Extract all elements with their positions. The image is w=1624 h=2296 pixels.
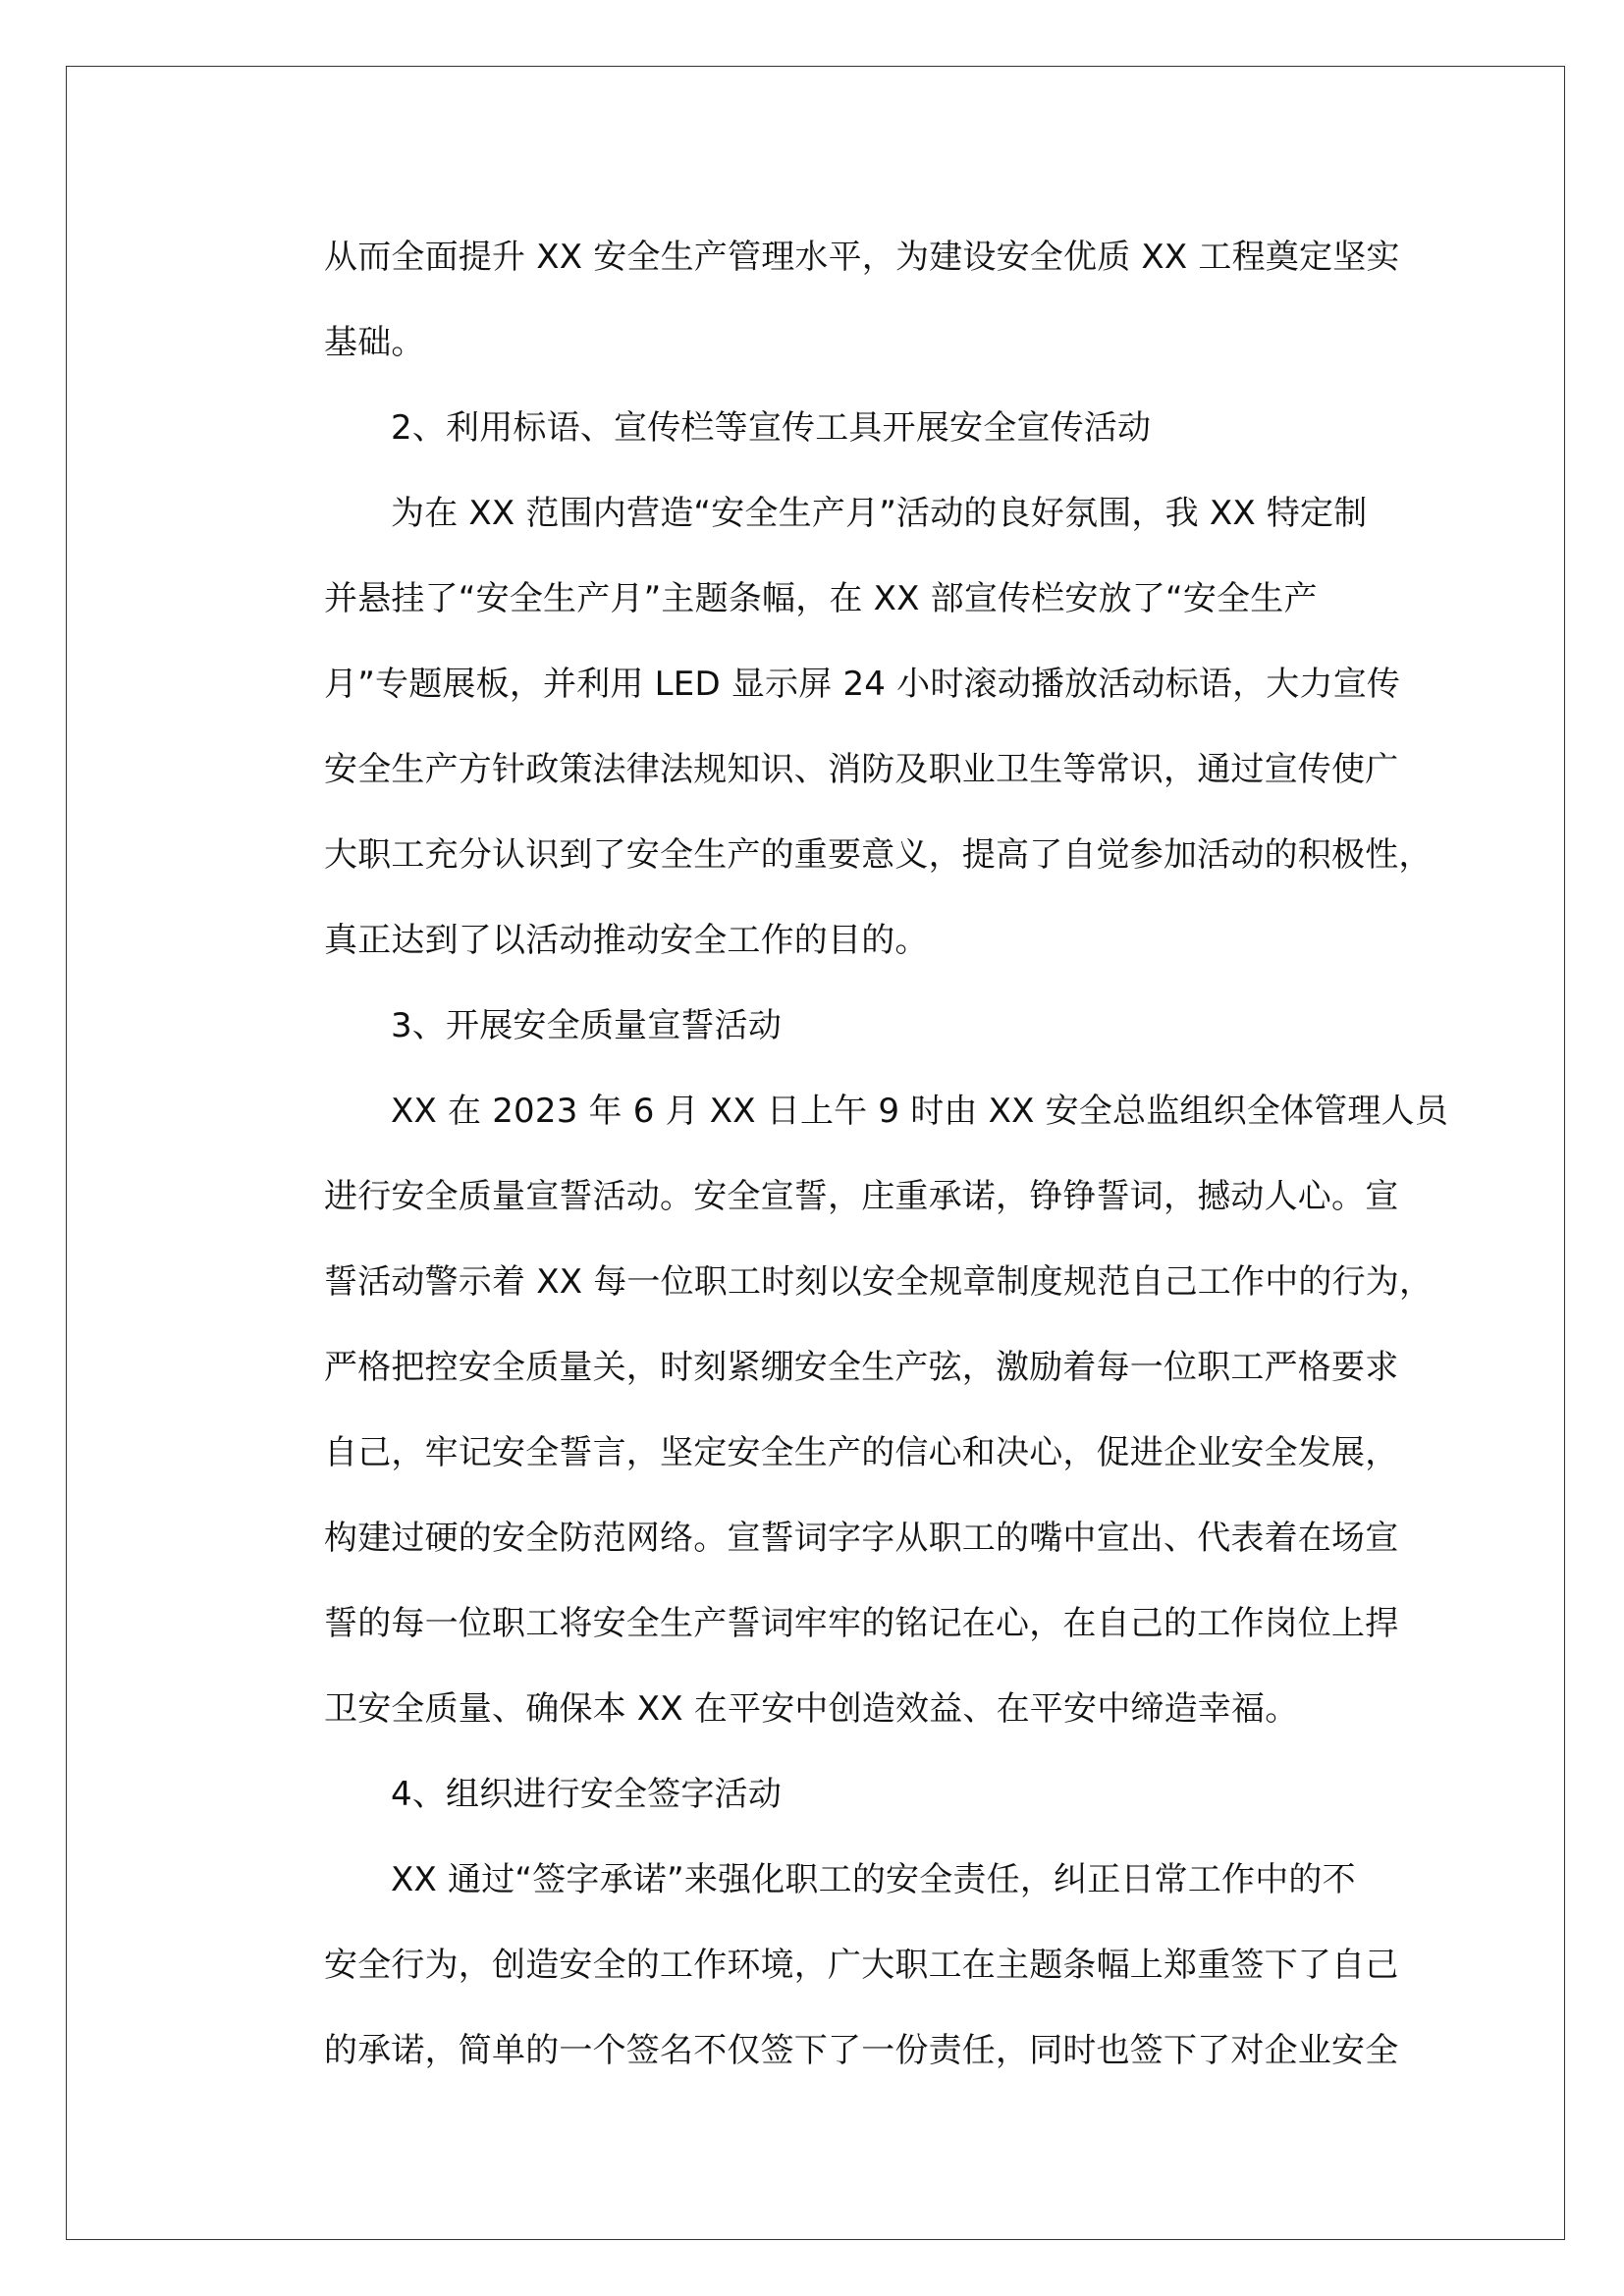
text-line: 从而全面提升 XX 安全生产管理水平，为建设安全优质 XX 工程奠定坚实 bbox=[324, 238, 1400, 277]
text-line: XX 通过“签字承诺”来强化职工的安全责任，纠正日常工作中的不 bbox=[391, 1860, 1356, 1899]
text-line: 大职工充分认识到了安全生产的重要意义，提高了自觉参加活动的积极性， bbox=[324, 835, 1433, 875]
document-body bbox=[324, 215, 1449, 2094]
text-line: 安全生产方针政策法律法规知识、消防及职业卫生等常识，通过宣传使广 bbox=[324, 750, 1399, 789]
text-line: 的承诺，简单的一个签名不仅签下了一份责任，同时也签下了对企业安全 bbox=[324, 2031, 1399, 2070]
text-line: 4、组织进行安全签字活动 bbox=[391, 1775, 783, 1814]
text-line: 真正达到了以活动推动安全工作的目的。 bbox=[324, 921, 929, 960]
text-line: 卫安全质量、确保本 XX 在平安中创造效益、在平安中缔造幸福。 bbox=[324, 1689, 1299, 1729]
text-line: 基础。 bbox=[324, 323, 425, 362]
text-line: 严格把控安全质量关，时刻紧绷安全生产弦，激励着每一位职工严格要求 bbox=[324, 1348, 1399, 1387]
text-line: 月”专题展板，并利用 LED 显示屏 24 小时滚动播放活动标语，大力宣传 bbox=[324, 665, 1401, 704]
text-line: 3、开展安全质量宣誓活动 bbox=[391, 1006, 783, 1045]
text-line: 为在 XX 范围内营造“安全生产月”活动的良好氛围，我 XX 特定制 bbox=[391, 494, 1368, 533]
text-line: XX 在 2023 年 6 月 XX 日上午 9 时由 XX 安全总监组织全体管理人员 bbox=[391, 1092, 1449, 1131]
text-line: 进行安全质量宣誓活动。安全宣誓，庄重承诺，铮铮誓词，撼动人心。宣 bbox=[324, 1177, 1399, 1216]
text-line: 并悬挂了“安全生产月”主题条幅，在 XX 部宣传栏安放了“安全生产 bbox=[324, 579, 1318, 618]
text-line: 构建过硬的安全防范网络。宣誓词字字从职工的嘴中宣出、代表着在场宣 bbox=[324, 1519, 1399, 1558]
text-line: 2、利用标语、宣传栏等宣传工具开展安全宣传活动 bbox=[391, 408, 1152, 448]
text-line: 自己，牢记安全誓言，坚定安全生产的信心和决心，促进企业安全发展， bbox=[324, 1433, 1399, 1472]
text-line: 安全行为，创造安全的工作环境，广大职工在主题条幅上郑重签下了自己 bbox=[324, 1946, 1399, 1985]
text-line: 誓活动警示着 XX 每一位职工时刻以安全规章制度规范自己工作中的行为， bbox=[324, 1262, 1434, 1302]
text-line: 誓的每一位职工将安全生产誓词牢牢的铭记在心，在自己的工作岗位上捍 bbox=[324, 1604, 1399, 1643]
